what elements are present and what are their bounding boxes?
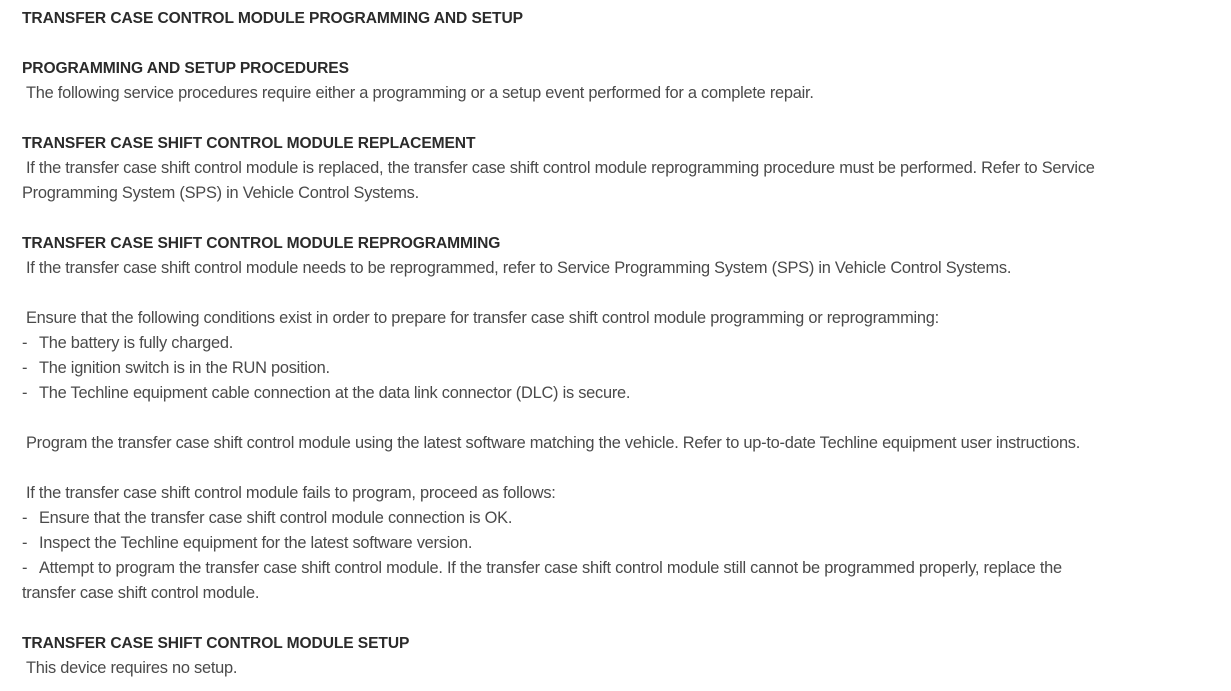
- section-text-setup: This device requires no setup.: [26, 659, 238, 677]
- section-heading-programming-setup: PROGRAMMING AND SETUP PROCEDURES: [22, 60, 349, 77]
- bullet-dash: -: [22, 509, 28, 527]
- list-item-text: Ensure that the transfer case shift control module connection is OK.: [39, 509, 513, 527]
- bullet-dash: -: [22, 534, 28, 552]
- fail-intro: If the transfer case shift control module fails to program, proceed as follows:: [26, 484, 556, 502]
- list-item: [22, 556, 1231, 581]
- section-heading-reprogramming: TRANSFER CASE SHIFT CONTROL MODULE REPROGRAMMING: [22, 235, 501, 252]
- conditions-intro: Ensure that the following conditions exist in order to prepare for transfer case shift control module programming or reprogramming:: [26, 309, 939, 327]
- list-item-text: The Techline equipment cable connection at the data link connector (DLC) is secure.: [39, 384, 631, 402]
- bullet-dash: -: [22, 559, 28, 577]
- list-item-continuation: transfer case shift control module.: [22, 584, 260, 602]
- spacer: [22, 281, 1231, 306]
- list-item: [22, 531, 1231, 556]
- list-item: [22, 356, 1231, 381]
- spacer: [22, 31, 1231, 56]
- section-heading-replacement: TRANSFER CASE SHIFT CONTROL MODULE REPLACEMENT: [22, 135, 476, 152]
- list-item: [22, 506, 1231, 531]
- spacer: [22, 406, 1231, 431]
- section-text-reprogramming: If the transfer case shift control module needs to be reprogrammed, refer to Service Programming System (SPS) in Vehicle Control Systems.: [26, 259, 1012, 277]
- spacer: [22, 106, 1231, 131]
- list-item-text: The battery is fully charged.: [39, 334, 234, 352]
- spacer: [22, 456, 1231, 481]
- list-item-text: The ignition switch is in the RUN position.: [39, 359, 330, 377]
- list-item: [22, 331, 1231, 356]
- spacer: [22, 606, 1231, 631]
- section-text-replacement-line1: If the transfer case shift control module is replaced, the transfer case shift control module reprogramming procedure must be performed. Refer to Service: [26, 159, 1095, 177]
- spacer: [22, 206, 1231, 231]
- bullet-dash: -: [22, 384, 28, 402]
- section-text-programming-setup: The following service procedures require either a programming or a setup event performed for a complete repair.: [26, 84, 814, 102]
- bullet-dash: -: [22, 334, 28, 352]
- program-instructions: Program the transfer case shift control module using the latest software matching the vehicle. Refer to up-to-date Techline equipment user instructions.: [26, 434, 1081, 452]
- list-item-text: Inspect the Techline equipment for the latest software version.: [39, 534, 473, 552]
- section-heading-setup: TRANSFER CASE SHIFT CONTROL MODULE SETUP: [22, 635, 410, 652]
- bullet-dash: -: [22, 359, 28, 377]
- document-title: TRANSFER CASE CONTROL MODULE PROGRAMMING AND SETUP: [22, 10, 523, 27]
- document-body: [22, 6, 1231, 681]
- list-item-text: Attempt to program the transfer case shift control module. If the transfer case shift control module still cannot be programmed properly, replace the: [39, 559, 1062, 577]
- list-item: [22, 381, 1231, 406]
- section-text-replacement-line2: Programming System (SPS) in Vehicle Control Systems.: [22, 184, 419, 202]
